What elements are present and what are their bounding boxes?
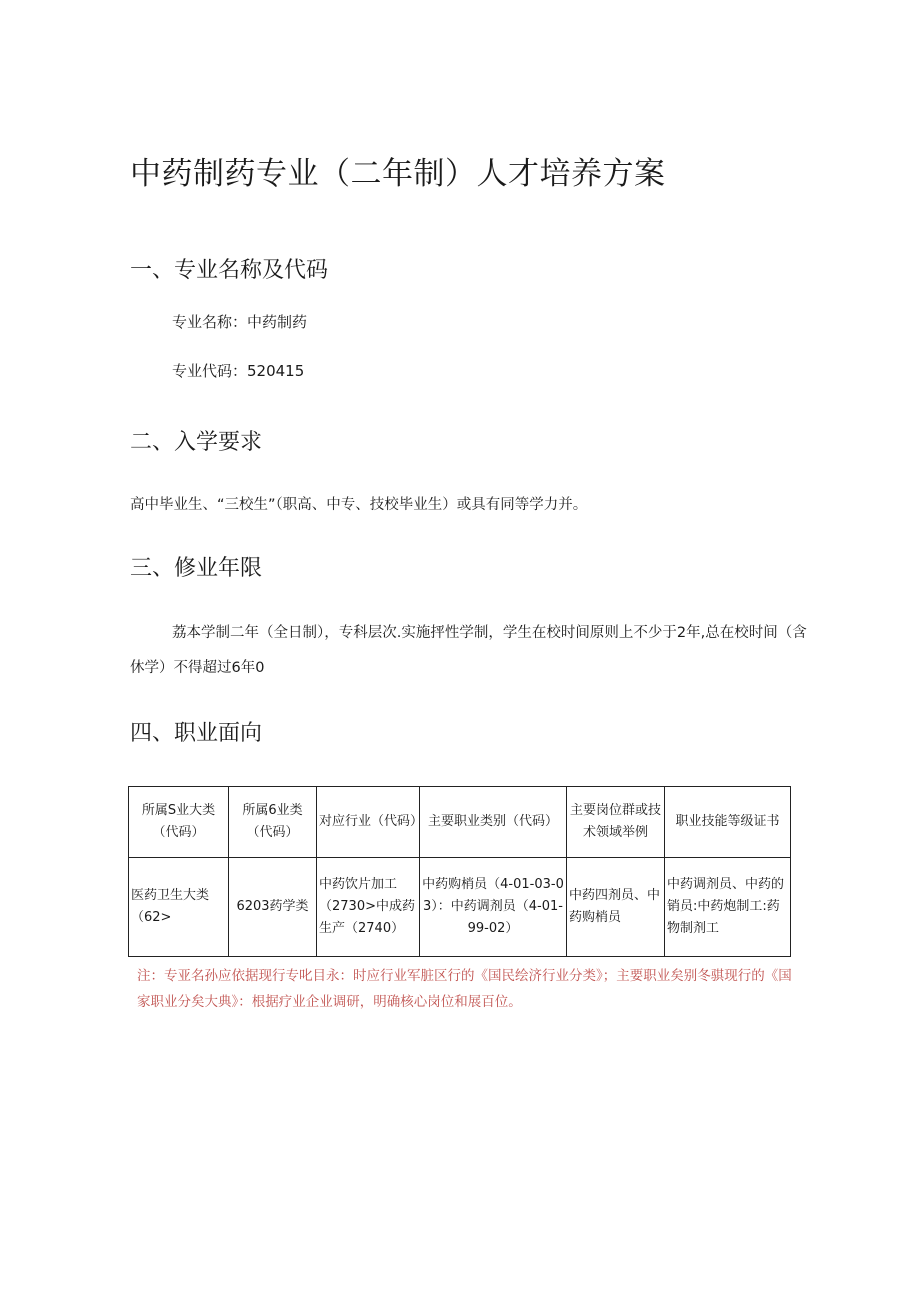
cell-certificates: 中药调剂员、中药的销员:中药炮制工:药物制剂工 (665, 858, 791, 957)
section-heading-major-name: 一、专业名称及代码 (130, 258, 329, 283)
major-code-line: 专业代码：520415 (172, 362, 305, 380)
cell-occupation: 中药购梢员（4-01-03-03）：中药调剂员（4-01-99-02） (420, 858, 567, 957)
cell-positions: 中药四剂员、中药购梢员 (567, 858, 665, 957)
header-industry: 对应行业（代码） (317, 787, 420, 858)
cell-industry: 中药饮片加工（2730>中成药生产（2740） (317, 858, 420, 957)
duration-text-line1: 荔本学制二年（全日制），专科层次.实施抨性学制，学生在校时间原则上不少于2年,总在校时间（含 (172, 625, 807, 641)
section-heading-duration: 三、修业年限 (130, 556, 263, 581)
duration-text-line2: 休学）不得超过6年0 (130, 660, 265, 676)
header-category: 所属S业大类（代码） (129, 787, 229, 858)
header-occupation: 主要职业类别（代码） (420, 787, 567, 858)
career-table (128, 786, 791, 957)
admission-text: 高中毕业生、“三校生”（职高、中专、技校毕业生）或具有同等学力并。 (130, 497, 588, 513)
header-class: 所属6业类（代码） (229, 787, 317, 858)
section-heading-career: 四、职业面向 (130, 721, 263, 746)
table-row (129, 858, 791, 957)
major-name-line: 专业名称：中药制药 (172, 313, 308, 331)
section-heading-admission: 二、入学要求 (130, 430, 263, 455)
table-header-row (129, 787, 791, 858)
table-note: 注：专亚名孙应依据现行专叱目永：时应行业军脏区行的《国民绘济行业分类》；主要职业矣别冬骐现行的《国家职业分矣大典》：根据疗业企业调研，明确核心岗位和展百位。 (137, 968, 792, 1010)
header-certificates: 职业技能等级证书 (665, 787, 791, 858)
header-positions: 主要岗位群或技术领域举例 (567, 787, 665, 858)
cell-category: 医药卫生大类（62> (129, 858, 229, 957)
document-title: 中药制药专业（二年制）人才培养方案 (130, 156, 666, 192)
cell-class: 6203药学类 (229, 858, 317, 957)
